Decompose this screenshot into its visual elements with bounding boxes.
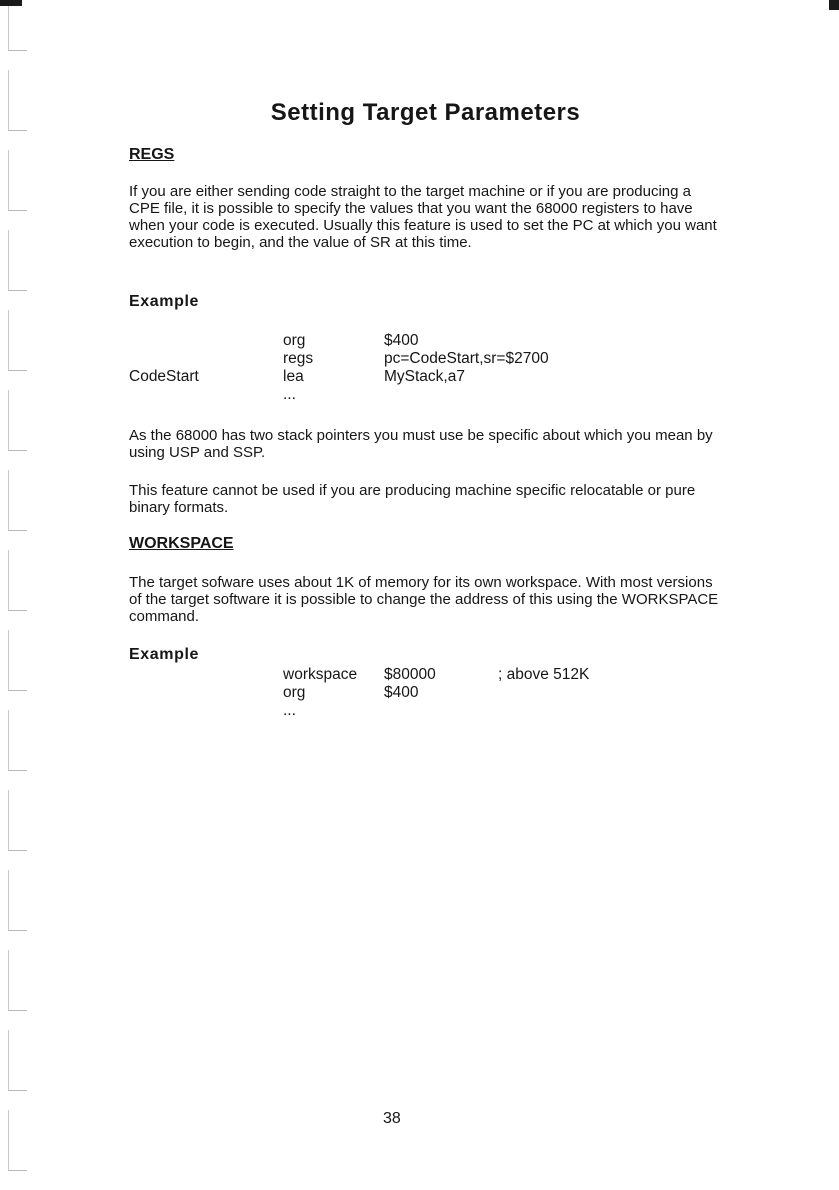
regs-heading: REGS	[129, 146, 175, 163]
stack-pointer-paragraph: As the 68000 has two stack pointers you must use be specific about which you mean by using USP and SSP.	[129, 427, 713, 461]
code-arg: $400	[384, 332, 419, 349]
workspace-code-example	[129, 666, 729, 720]
scan-corner-mark	[0, 0, 22, 6]
code-comment: ; above 512K	[498, 666, 590, 683]
code-op: lea	[283, 368, 304, 385]
regs-paragraph: If you are either sending code straight to the target machine or if you are producing a CPE file, it is possible to specify the values that you want the 68000 registers to have when your code is executed. Usually this feature is used to set the PC at which you want execution to begin, and the value of SR at this time.	[129, 183, 717, 251]
code-line	[129, 332, 729, 350]
code-line	[129, 684, 729, 702]
page-title: Setting Target Parameters	[270, 99, 581, 126]
code-line	[129, 350, 729, 368]
workspace-paragraph: The target sofware uses about 1K of memory for its own workspace. With most versions of the target software it is possible to change the address of this using the WORKSPACE command.	[129, 574, 719, 625]
binding-margin	[0, 0, 30, 1190]
code-op: regs	[283, 350, 314, 367]
scan-corner-mark	[829, 0, 839, 10]
binary-format-paragraph: This feature cannot be used if you are producing machine specific relocatable or pure binary formats.	[129, 482, 696, 516]
code-op: org	[283, 332, 306, 349]
regs-example-heading: Example	[129, 293, 200, 310]
code-op: ...	[283, 386, 296, 403]
code-op: workspace	[283, 666, 358, 683]
code-line	[129, 386, 729, 404]
code-op: org	[283, 684, 306, 701]
code-label: CodeStart	[129, 368, 199, 385]
code-arg: pc=CodeStart,sr=$2700	[384, 350, 549, 367]
code-line	[129, 368, 729, 386]
code-line	[129, 666, 729, 684]
workspace-heading: WORKSPACE	[129, 535, 234, 552]
code-op: ...	[283, 702, 296, 719]
workspace-example-heading: Example	[129, 646, 200, 663]
page-number: 38	[383, 1110, 401, 1127]
regs-code-example	[129, 332, 729, 404]
code-arg: MyStack,a7	[384, 368, 465, 385]
code-arg: $400	[384, 684, 419, 701]
code-line	[129, 702, 729, 720]
code-arg: $80000	[384, 666, 436, 683]
